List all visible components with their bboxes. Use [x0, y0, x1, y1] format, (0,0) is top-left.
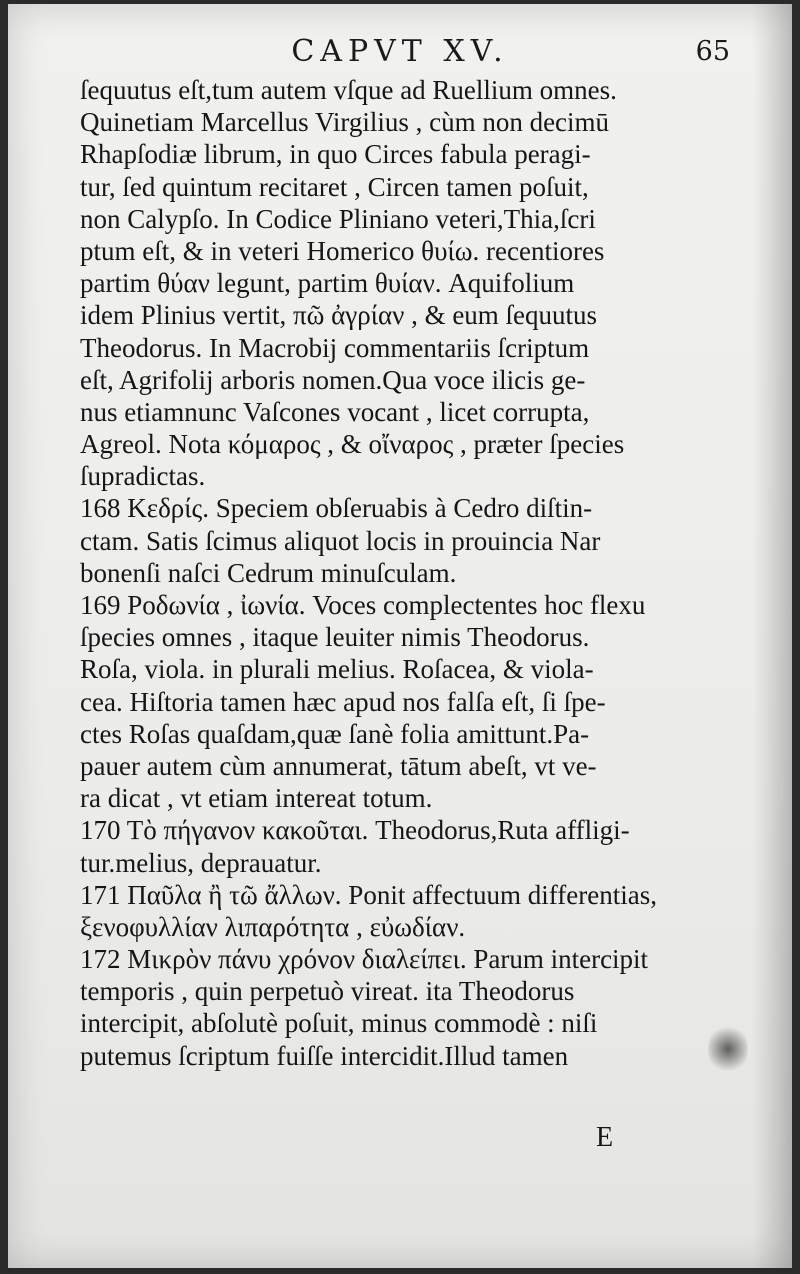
text-line: 171 Παῦλα ἢ τῶ ἄλλων. Ponit affectuum differentias,	[80, 879, 657, 910]
page-edge-shadow	[752, 4, 792, 1268]
text-line: non Calypſo. In Codice Pliniano veteri,Thia,ſcri	[80, 203, 596, 234]
text-line: ptum eſt, & in veteri Homerico θυίω. recentiores	[80, 235, 605, 266]
text-line: Roſa, viola. in plurali melius. Roſacea, & viola-	[80, 654, 594, 685]
text-line: ctam. Satis ſcimus aliquot locis in prouincia Nar	[80, 525, 601, 556]
text-line: temporis , quin perpetuò vireat. ita Theodorus	[80, 976, 575, 1007]
text-line: putemus ſcriptum fuiſſe intercidit.Illud tamen	[80, 1040, 569, 1071]
ink-smudge	[708, 1024, 748, 1074]
text-line: ſupradictas.	[80, 461, 206, 492]
text-line: ctes Roſas quaſdam,quæ ſanè folia amittunt.Pa-	[80, 718, 590, 749]
body-text	[80, 74, 730, 1072]
page-header	[8, 34, 792, 74]
text-line: ξενοφυλλίαν λιπαρότητα , εὐωδίαν.	[80, 911, 466, 942]
text-line: bonenſi naſci Cedrum minuſculam.	[80, 557, 457, 588]
text-line: tur.melius, deprauatur.	[80, 847, 322, 878]
text-line: pauer autem cùm annumerat, tātum abeſt, vt ve-	[80, 750, 597, 781]
text-line: partim θύαν legunt, partim θυίαν. Aquifolium	[80, 268, 575, 299]
text-line: intercipit, abſolutè poſuit, minus commodè : niſi	[80, 1008, 598, 1039]
text-line: nus etiamnunc Vaſcones vocant , licet corrupta,	[80, 396, 590, 427]
text-line: Agreol. Nota κόμαρος , & οἴναρος , præter ſpecies	[80, 429, 625, 460]
text-line: tur, ſed quintum recitaret , Circen tamen poſuit,	[80, 171, 589, 202]
text-line: ſpecies omnes , itaque leuiter nimis Theodorus.	[80, 622, 590, 653]
text-line: 169 Ροδωνία , ἰωνία. Voces complectentes hoc flexu	[80, 590, 646, 620]
text-line: Theodorus. In Macrobij commentariis ſcriptum	[80, 332, 590, 363]
book-page	[8, 4, 792, 1268]
text-line: eſt, Agrifolij arboris nomen.Qua voce ilicis ge-	[80, 364, 586, 395]
catchword: E	[596, 1122, 614, 1153]
text-line: Quinetiam Marcellus Virgilius , cùm non decimū	[80, 107, 610, 138]
text-line: cea. Hiſtoria tamen hæc apud nos falſa eſt, ſi ſpe-	[80, 686, 606, 717]
text-line: 170 Τὸ πήγανον κακοῦται. Theodorus,Ruta affligi-	[80, 815, 630, 846]
text-line: Rhapſodiæ librum, in quo Circes fabula peragi-	[80, 139, 591, 170]
running-title: CAPVT XV.	[291, 34, 509, 69]
text-line: 168 Κεδρίς. Speciem obſeruabis à Cedro diſtin-	[80, 493, 593, 524]
text-line: 172 Μικρὸν πάνυ χρόνον διαλείπει. Parum intercipit	[80, 944, 649, 975]
page-number: 65	[695, 36, 730, 67]
text-line: idem Plinius vertit, πῶ ἀγρίαν , & eum ſequutus	[80, 300, 598, 331]
text-line: ra dicat , vt etiam intereat totum.	[80, 783, 433, 814]
text-line: ſequutus eſt,tum autem vſque ad Ruellium omnes.	[80, 75, 617, 105]
